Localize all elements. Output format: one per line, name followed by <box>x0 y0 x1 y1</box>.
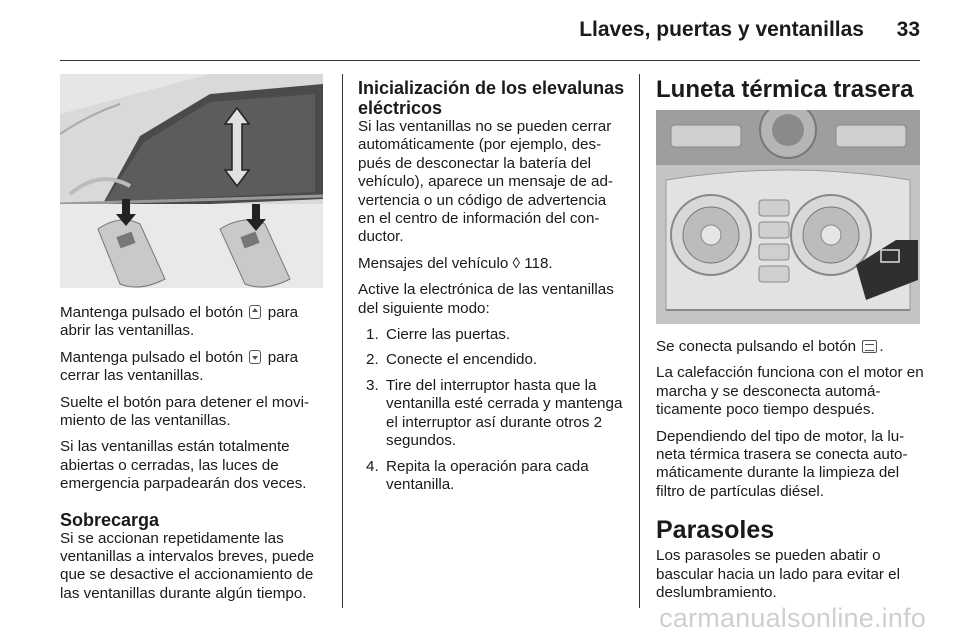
list-item <box>358 351 626 369</box>
window-up-key-icon <box>249 305 261 319</box>
page-header-title: Llaves, puertas y ventanillas <box>579 18 864 41</box>
window-key-illustration <box>60 74 323 288</box>
init-paragraph: Si las ventanillas no se pueden cerrar automáticamente (por ejemplo, después de desconectar la batería del vehículo), aparece un mensaje de advertencia o un código de advertencia en el centro de información del conductor. <box>358 118 613 246</box>
climate-panel-illustration <box>656 110 920 324</box>
activate-paragraph: Active la electrónica de las ventanillas del siguiente modo: <box>358 281 614 317</box>
rear-window-heading: Luneta térmica trasera <box>656 76 914 103</box>
init-heading: Inicialización de los elevalunas eléctricos <box>358 78 625 118</box>
list-item <box>358 458 626 495</box>
column-1 <box>60 304 328 611</box>
init-steps-list <box>358 326 626 494</box>
right-knob <box>791 195 871 275</box>
list-item <box>358 326 626 344</box>
heating-paragraph: La calefacción funciona con el motor en marcha y se desconecta automáticamente poco tiempo después. <box>656 364 924 419</box>
rear-button-text: Se conecta pulsando el botón <box>656 338 857 355</box>
window-down-key-icon <box>249 350 261 364</box>
close-text-a: Mantenga pulsado el botón <box>60 348 244 366</box>
climate-panel-figure <box>656 110 920 324</box>
vehicle-messages-ref: Mensajes del vehículo ◊ 118. <box>358 254 553 272</box>
list-item <box>358 377 626 451</box>
sunvisors-paragraph: Los parasoles se pueden abatir o bascular hacia un lado para evitar el deslumbramiento. <box>656 547 900 602</box>
diesel-paragraph: Dependiendo del tipo de motor, la luneta térmica trasera se conecta automáticamente durante la limpieza del filtro de partículas diésel. <box>656 427 908 500</box>
window-key-figure <box>60 74 323 288</box>
rear-window-heater-icon <box>862 340 877 353</box>
open-windows-paragraph <box>60 304 328 341</box>
step-text: Repita la operación para cada ventanilla. <box>386 457 589 493</box>
column-2 <box>358 78 626 501</box>
step-number: 3. <box>366 376 379 394</box>
column-3 <box>656 338 926 610</box>
overload-heading: Sobrecarga <box>60 509 160 530</box>
watermark: carmanualsonline.info <box>659 603 926 633</box>
close-windows-paragraph <box>60 349 328 386</box>
column-divider-1 <box>342 74 343 608</box>
open-text-a: Mantenga pulsado el botón <box>60 304 244 321</box>
header-rule <box>60 60 920 61</box>
left-knob <box>671 195 751 275</box>
step-number: 2. <box>366 351 379 369</box>
rear-button-paragraph: Se conecta pulsando el botón . <box>656 338 884 355</box>
step-text: Conecte el encendido. <box>386 351 538 369</box>
overload-paragraph: Si se accionan repetidamente las ventanillas a intervalos breves, puede que se desactive el accionamiento de las ventanillas durante algún tiempo. <box>60 529 315 602</box>
open-text-b: para abrir las ventanillas. <box>60 304 299 340</box>
column-divider-2 <box>639 74 640 608</box>
hazard-paragraph: Si las ventanillas están totalmente abiertas o cerradas, las luces de emergencia parpadearán dos veces. <box>60 438 307 493</box>
column-3-heading <box>656 76 926 104</box>
step-number: 4. <box>366 457 379 475</box>
step-number: 1. <box>366 326 379 344</box>
stop-paragraph: Suelte el botón para detener el movimiento de las ventanillas. <box>60 393 310 430</box>
sunvisors-heading: Parasoles <box>656 516 775 545</box>
close-text-b: para cerrar las ventanillas. <box>60 348 299 385</box>
step-text: Cierre las puertas. <box>386 326 511 344</box>
page-number: 33 <box>896 18 920 41</box>
step-text: Tire del interruptor hasta que la ventanilla esté cerrada y mantenga el interruptor así durante otros 2 segundos. <box>386 376 623 450</box>
